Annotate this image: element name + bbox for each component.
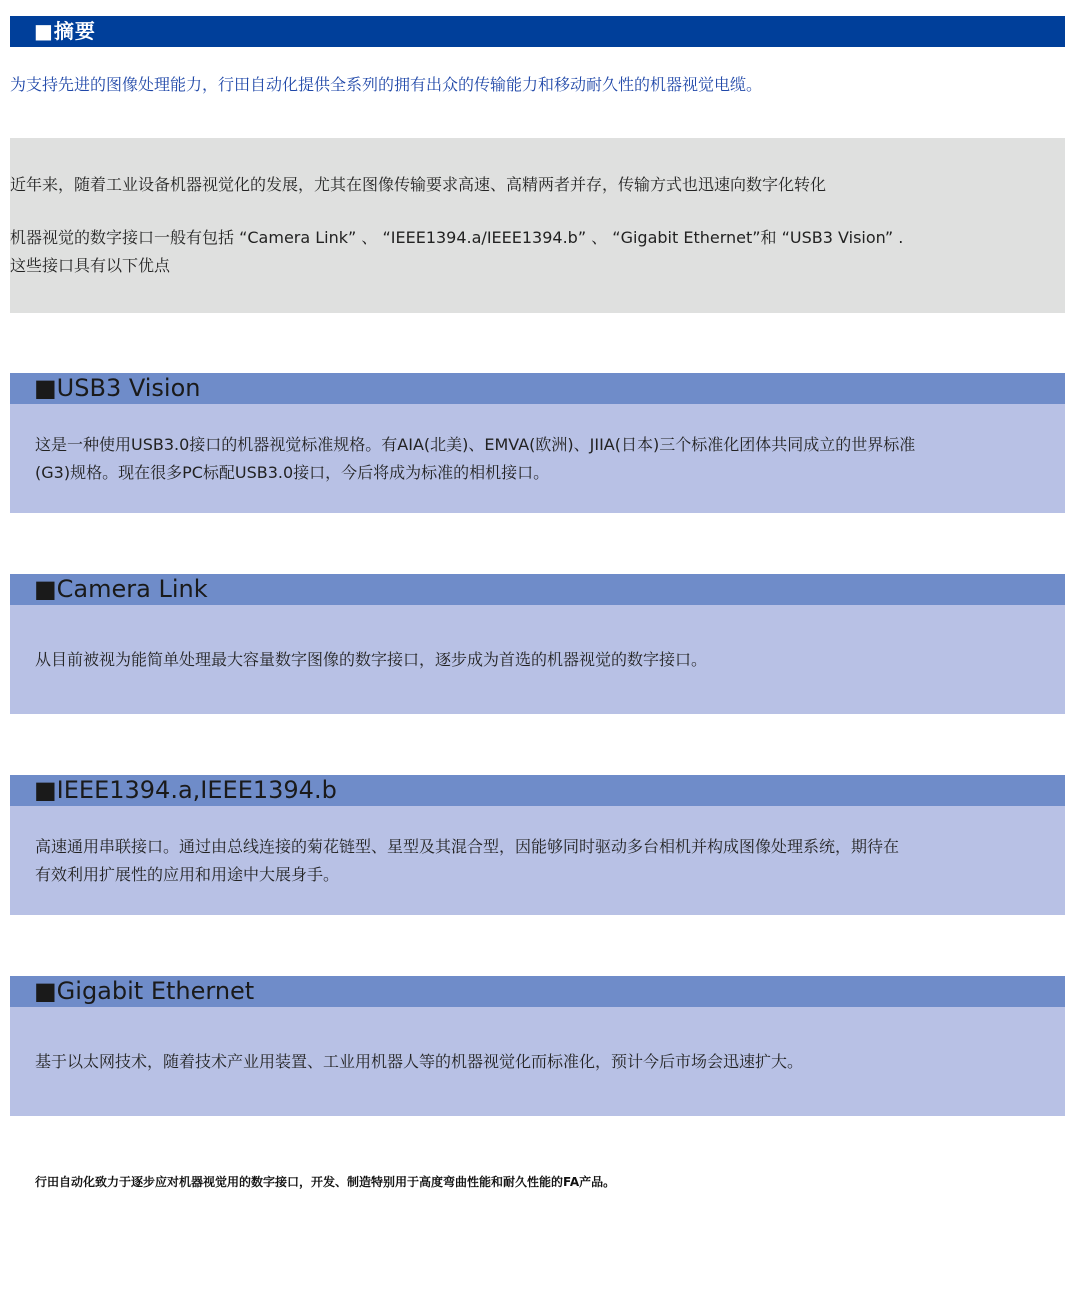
section-description: [35, 833, 899, 889]
footer-note: 行田自动化致力于逐步应对机器视觉用的数字接口，开发、制造特别用于高度弯曲性能和耐久性能的FA产品。: [35, 1175, 616, 1189]
section-header: [10, 574, 1065, 605]
overview-box: [10, 138, 1065, 313]
overview-paragraph-2: [10, 224, 903, 280]
section-title: ■IEEE1394.a,IEEE1394.b: [34, 776, 337, 804]
section-description-line: 这是一种使用USB3.0接口的机器视觉标准规格。有AIA(北美)、EMVA(欧洲)、JIIA(日本)三个标准化团体共同成立的世界标准: [35, 435, 916, 454]
summary-intro-text: 为支持先进的图像处理能力，行田自动化提供全系列的拥有出众的传输能力和移动耐久性的机器视觉电缆。: [10, 75, 763, 94]
section-description-line: 基于以太网技术，随着技术产业用装置、工业用机器人等的机器视觉化而标准化，预计今后市场会迅速扩大。: [35, 1052, 804, 1071]
section-usb3-vision: [10, 373, 1065, 513]
section-description-line: 从目前被视为能简单处理最大容量数字图像的数字接口，逐步成为首选的机器视觉的数字接口。: [35, 650, 708, 669]
section-description: [35, 431, 915, 487]
summary-title: ■摘要: [34, 19, 96, 43]
section-title: ■Camera Link: [34, 575, 208, 603]
section-description-line: 高速通用串联接口。通过由总线连接的菊花链型、星型及其混合型，因能够同时驱动多台相机并构成图像处理系统，期待在: [35, 837, 900, 856]
section-camera-link: [10, 574, 1065, 714]
section-header: [10, 976, 1065, 1007]
section-description-line: (G3)规格。现在很多PC标配USB3.0接口，今后将成为标准的相机接口。: [35, 463, 550, 482]
section-description: [35, 646, 707, 674]
overview-paragraph-2-line-2: 这些接口具有以下优点: [10, 256, 171, 275]
overview-paragraph-2-line-1: 机器视觉的数字接口一般有包括 “Camera Link” 、 “IEEE1394.a/IEEE1394.b” 、 “Gigabit Ethernet”和 “USB3 Vision” .: [10, 228, 904, 247]
section-header: [10, 373, 1065, 404]
summary-header-bar: [10, 16, 1065, 47]
overview-paragraph-1: 近年来，随着工业设备机器视觉化的发展，尤其在图像传输要求高速、高精两者并存，传输方式也迅速向数字化转化: [10, 175, 827, 194]
section-description: [35, 1048, 803, 1076]
section-description-line: 有效利用扩展性的应用和用途中大展身手。: [35, 865, 340, 884]
section-title: ■Gigabit Ethernet: [34, 977, 255, 1005]
section-header: [10, 775, 1065, 806]
section-gigabit-ethernet: [10, 976, 1065, 1116]
section-ieee1394: [10, 775, 1065, 915]
section-title: ■USB3 Vision: [34, 374, 201, 402]
